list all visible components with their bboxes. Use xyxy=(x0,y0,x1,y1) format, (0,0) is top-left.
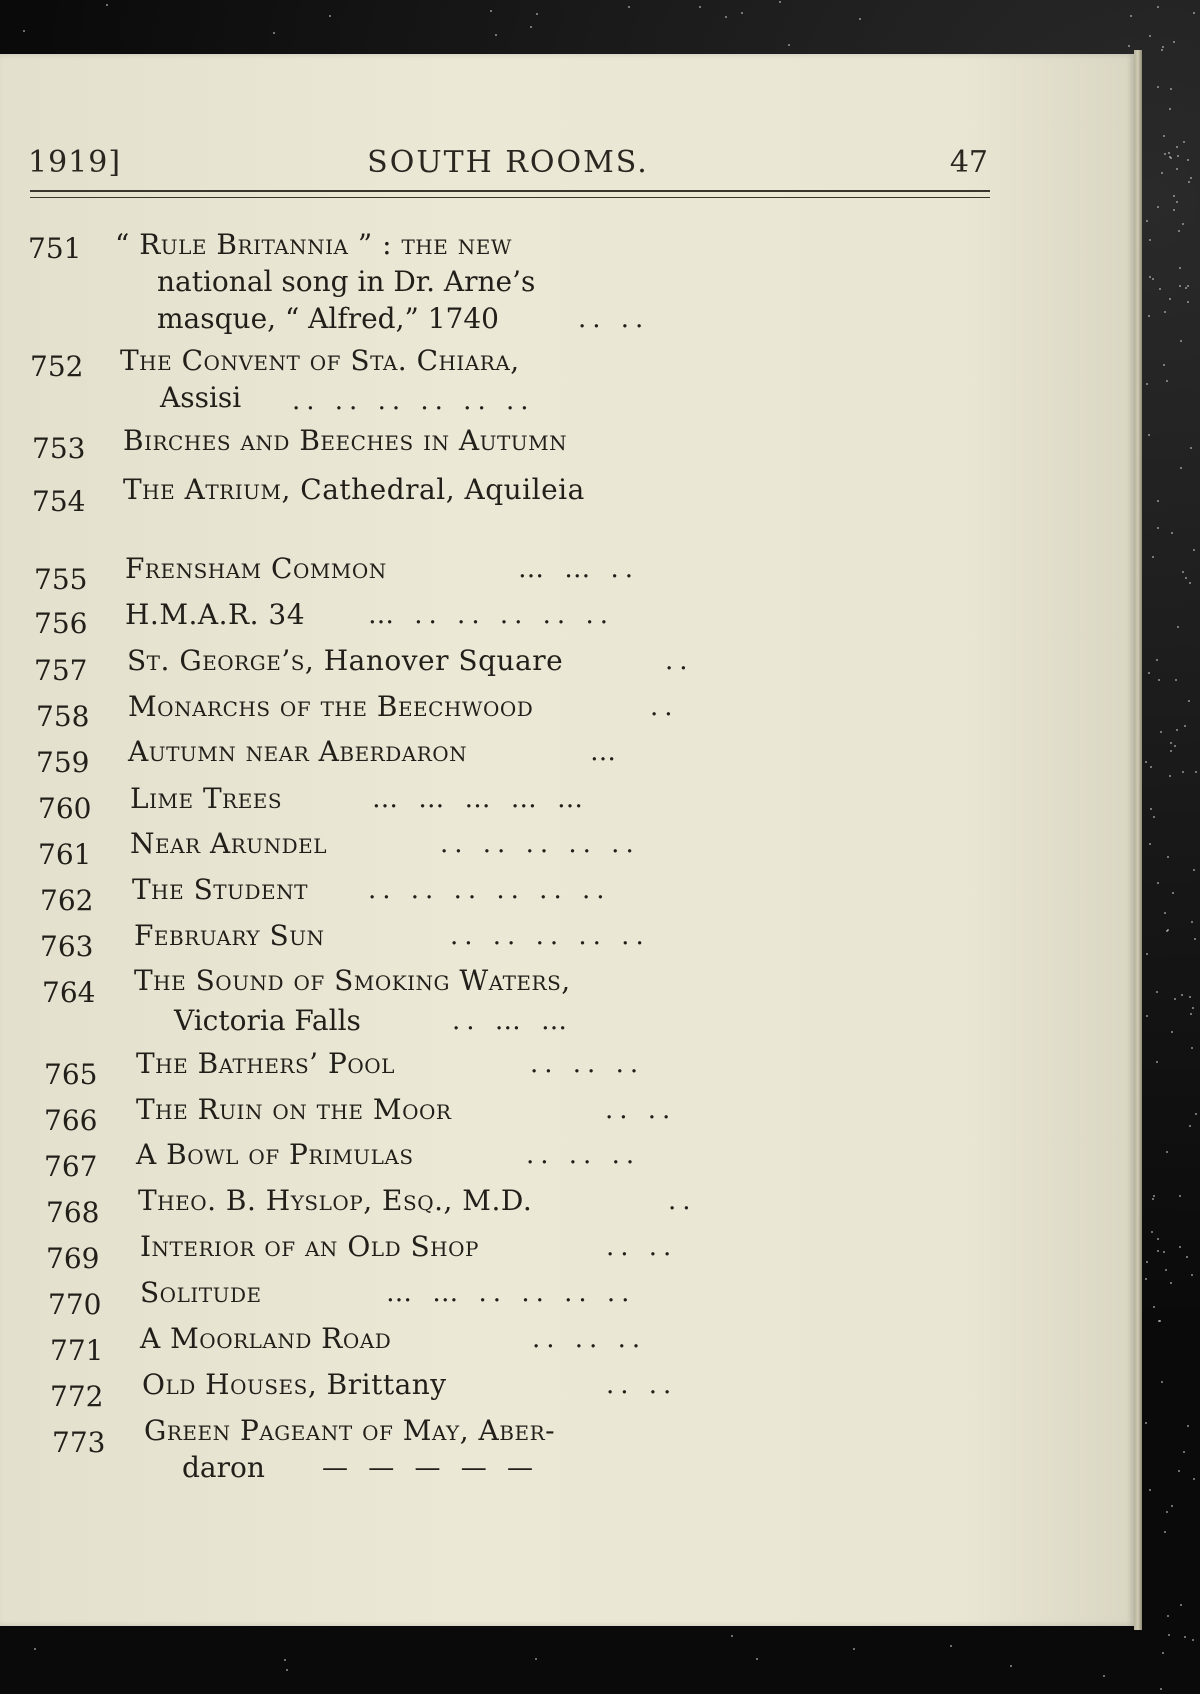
background-speck xyxy=(1173,195,1175,197)
entry-number: 767 xyxy=(44,1150,98,1183)
leader-dots: .. .. .. xyxy=(532,1324,647,1354)
background-speck xyxy=(1148,315,1150,317)
background-speck xyxy=(1157,527,1159,529)
entry-title-caps: The Atrium, xyxy=(123,473,291,506)
background-speck xyxy=(1170,88,1172,90)
background-speck xyxy=(1173,41,1175,43)
entry-number: 756 xyxy=(34,607,88,640)
background-speck xyxy=(1159,288,1161,290)
background-speck xyxy=(1169,298,1171,300)
background-speck xyxy=(1182,571,1184,573)
background-speck xyxy=(1168,152,1170,154)
background-speck xyxy=(1160,1688,1162,1690)
entry-number: 763 xyxy=(40,930,94,963)
background-speck xyxy=(1193,549,1195,551)
background-speck xyxy=(1178,230,1180,232)
background-speck xyxy=(1174,745,1176,747)
background-speck xyxy=(1184,725,1186,727)
background-speck xyxy=(1166,1511,1168,1513)
leader-dots: .. .. .. xyxy=(530,1049,645,1079)
background-speck xyxy=(1178,1470,1180,1472)
background-speck xyxy=(1146,1015,1148,1017)
entry-title: Near Arundel xyxy=(130,827,328,860)
background-speck xyxy=(1152,278,1154,280)
background-speck xyxy=(1162,46,1164,48)
background-speck xyxy=(1166,380,1168,382)
entry-title: Monarchs of the Beechwood xyxy=(128,690,534,723)
background-speck xyxy=(1167,1615,1169,1617)
leader-dots: .. .. .. .. .. .. xyxy=(292,386,535,416)
background-speck xyxy=(1151,1231,1153,1233)
background-speck xyxy=(1157,1250,1159,1252)
leader-dots: .. .. xyxy=(578,304,650,334)
background-speck xyxy=(1157,882,1159,884)
entry-number: 773 xyxy=(52,1426,106,1459)
background-speck xyxy=(1163,135,1165,137)
background-speck xyxy=(1156,1061,1158,1063)
background-speck xyxy=(1157,86,1159,88)
entry-title-caps: St. George’s, xyxy=(127,644,315,677)
background-speck xyxy=(1184,1636,1186,1638)
entry-title: Birches and Beeches in Autumn xyxy=(123,424,568,457)
leader-dots: .. … … xyxy=(452,1006,574,1036)
background-speck xyxy=(1176,729,1178,731)
entry-number: 770 xyxy=(48,1288,102,1321)
entry-title xyxy=(127,640,563,682)
entry-number: 772 xyxy=(50,1380,104,1413)
background-speck xyxy=(284,1659,286,1661)
background-speck xyxy=(1191,1047,1193,1049)
background-speck xyxy=(1180,467,1182,469)
background-speck xyxy=(535,1658,537,1660)
background-speck xyxy=(1148,434,1150,436)
leader-dots: .. .. xyxy=(606,1232,678,1262)
background-speck xyxy=(1169,775,1171,777)
background-speck xyxy=(1182,223,1184,225)
leader-dots: .. .. xyxy=(606,1370,678,1400)
entry-number: 766 xyxy=(44,1104,98,1137)
background-speck xyxy=(1176,168,1178,170)
background-speck xyxy=(1190,1013,1192,1015)
background-speck xyxy=(1170,750,1172,752)
background-speck xyxy=(756,1658,758,1660)
background-speck xyxy=(1169,156,1171,158)
background-speck xyxy=(1182,771,1184,773)
background-speck xyxy=(1170,1282,1172,1284)
background-speck xyxy=(1157,500,1159,502)
entry-title: Autumn near Aberdaron xyxy=(128,735,468,768)
background-speck xyxy=(1185,577,1187,579)
entry-title: Lime Trees xyxy=(130,782,283,815)
entry-number: 757 xyxy=(34,654,88,687)
entry-title: The Ruin on the Moor xyxy=(136,1093,452,1126)
leader-dots: .. .. .. .. .. xyxy=(440,829,640,859)
entry-title-continued: daron xyxy=(182,1451,265,1484)
background-speck xyxy=(1165,1269,1167,1271)
background-speck xyxy=(1187,285,1189,287)
leader-dots: … xyxy=(590,737,622,767)
background-speck xyxy=(1173,209,1175,211)
background-speck xyxy=(1181,994,1183,996)
background-speck xyxy=(1189,582,1191,584)
background-speck xyxy=(1156,991,1158,993)
entry-title: “ Rule Britannia ” : the new xyxy=(115,228,512,261)
background-speck xyxy=(1153,1306,1155,1308)
background-speck xyxy=(1164,1531,1166,1533)
background-speck xyxy=(1103,1675,1105,1677)
entry-title xyxy=(138,1180,532,1222)
background-speck xyxy=(1168,1634,1170,1636)
background-speck xyxy=(1179,285,1181,287)
entry-number: 753 xyxy=(32,432,86,465)
background-speck xyxy=(1152,1198,1154,1200)
entry-number: 755 xyxy=(34,563,88,596)
background-speck xyxy=(1157,1238,1159,1240)
background-speck xyxy=(1192,1639,1194,1641)
entry-number: 759 xyxy=(36,746,90,779)
background-speck xyxy=(1153,816,1155,818)
entry-number: 761 xyxy=(38,838,92,871)
entry-number: 762 xyxy=(40,884,94,917)
background-speck xyxy=(1160,731,1162,733)
leader-dots: .. .. .. xyxy=(526,1140,641,1170)
header-title: SOUTH ROOMS. xyxy=(367,145,649,180)
entry-number: 760 xyxy=(38,792,92,825)
entry-title-plain: M.D. xyxy=(452,1184,533,1217)
background-speck xyxy=(1149,239,1151,241)
background-speck xyxy=(1193,12,1195,14)
background-speck xyxy=(1167,929,1169,931)
background-speck xyxy=(1158,1320,1160,1322)
background-speck xyxy=(1183,1451,1185,1453)
background-speck xyxy=(1164,153,1166,155)
entry-title xyxy=(142,1364,447,1406)
background-speck xyxy=(1187,159,1189,161)
entry-title-plain: Hanover Square xyxy=(314,644,564,677)
entry-number: 768 xyxy=(46,1196,100,1229)
background-speck xyxy=(1194,938,1196,940)
background-speck xyxy=(1148,672,1150,674)
entry-title: The Convent of Sta. Chiara, xyxy=(120,344,520,377)
background-speck xyxy=(1187,1425,1189,1427)
background-speck xyxy=(1176,201,1178,203)
leader-dots: … … … … … xyxy=(372,784,590,814)
background-speck xyxy=(1175,679,1177,681)
background-speck xyxy=(950,1645,952,1647)
entry-title: The Bathers’ Pool xyxy=(136,1047,395,1080)
background-speck xyxy=(1163,1251,1165,1253)
background-speck xyxy=(1179,1246,1181,1248)
background-speck xyxy=(1169,108,1171,110)
entry-title: H.M.A.R. 34 xyxy=(125,598,306,631)
background-speck xyxy=(1189,996,1191,998)
background-speck xyxy=(1149,843,1151,845)
entry-title-continued: Assisi xyxy=(160,381,242,414)
entry-number: 769 xyxy=(46,1242,100,1275)
background-speck xyxy=(34,1648,36,1650)
background-speck xyxy=(1164,912,1166,914)
background-speck xyxy=(1153,1195,1155,1197)
page-edge xyxy=(1134,50,1142,1630)
background-speck xyxy=(1167,856,1169,858)
background-speck xyxy=(286,1669,288,1671)
entry-number: 765 xyxy=(44,1058,98,1091)
background-speck xyxy=(1187,301,1189,303)
entry-title-continued: Victoria Falls xyxy=(174,1004,361,1037)
entry-title: Green Pageant of May, Aber- xyxy=(144,1414,556,1447)
background-speck xyxy=(1146,1261,1148,1263)
leader-dots: … … .. .. .. .. xyxy=(386,1278,636,1308)
entry-title: The Sound of Smoking Waters, xyxy=(134,964,571,997)
background-speck xyxy=(1161,172,1163,174)
entry-title-plain: Brittany xyxy=(317,1368,447,1401)
background-speck xyxy=(1146,220,1148,222)
background-speck xyxy=(1179,1195,1181,1197)
entry-title: Interior of an Old Shop xyxy=(140,1230,479,1263)
background-speck xyxy=(1164,311,1166,313)
background-speck xyxy=(1010,1665,1012,1667)
background-speck xyxy=(1171,1031,1173,1033)
background-speck xyxy=(1177,155,1179,157)
leader-dots: … … .. xyxy=(518,554,640,584)
background-speck xyxy=(1146,953,1148,955)
background-speck xyxy=(853,1648,855,1650)
background-speck xyxy=(1149,276,1151,278)
background-speck xyxy=(1193,869,1195,871)
background-speck xyxy=(1157,6,1159,8)
background-speck xyxy=(1157,206,1159,208)
background-speck xyxy=(1163,364,1165,366)
background-speck xyxy=(1188,181,1190,183)
background-speck xyxy=(1192,1007,1194,1009)
background-speck xyxy=(1191,1274,1193,1276)
background-speck xyxy=(1156,659,1158,661)
background-speck xyxy=(1172,892,1174,894)
background-speck xyxy=(1150,808,1152,810)
background-speck xyxy=(1174,998,1176,1000)
page-number: 47 xyxy=(949,145,988,180)
entry-number: 754 xyxy=(32,485,86,518)
background-speck xyxy=(1145,761,1147,763)
entry-title: The Student xyxy=(132,873,308,906)
background-speck xyxy=(1193,1478,1195,1480)
background-speck xyxy=(1190,447,1192,449)
background-speck xyxy=(1180,1604,1182,1606)
background-speck xyxy=(1190,177,1192,179)
entry-title: A Bowl of Primulas xyxy=(136,1138,414,1171)
background-speck xyxy=(1145,1278,1147,1280)
background-speck xyxy=(1176,146,1178,148)
entry-title-caps: Theo. B. Hyslop, Esq., xyxy=(138,1184,453,1217)
leader-dots: .. xyxy=(665,646,694,676)
entry-number: 752 xyxy=(30,350,84,383)
background-speck xyxy=(1161,49,1163,51)
background-speck xyxy=(1188,700,1190,702)
background-speck xyxy=(1170,742,1172,744)
leader-dots: .. .. xyxy=(605,1095,677,1125)
entry-title: Solitude xyxy=(140,1276,262,1309)
background-speck xyxy=(1189,1125,1191,1127)
entry-title: Frensham Common xyxy=(125,552,387,585)
background-speck xyxy=(1149,1489,1151,1491)
entry-title: February Sun xyxy=(134,919,325,952)
background-speck xyxy=(1150,766,1152,768)
background-speck xyxy=(1146,383,1148,385)
background-speck xyxy=(1180,340,1182,342)
background-speck xyxy=(1152,556,1154,558)
leader-dots: .. xyxy=(668,1186,697,1216)
entry-number: 771 xyxy=(50,1334,104,1367)
background-speck xyxy=(1162,1652,1164,1654)
background-speck xyxy=(1171,1505,1173,1507)
leader-dots: .. .. .. .. .. xyxy=(450,921,650,951)
entry-title-continued: masque, “ Alfred,” 1740 xyxy=(157,302,499,335)
background-speck xyxy=(731,1635,733,1637)
background-speck xyxy=(1195,1113,1197,1115)
background-speck xyxy=(1185,287,1187,289)
background-speck xyxy=(1186,1256,1188,1258)
background-speck xyxy=(1149,35,1151,37)
entry-title-plain: Cathedral, Aquileia xyxy=(290,473,585,506)
leader-dots: .. .. .. .. .. .. xyxy=(368,875,611,905)
background-speck xyxy=(1191,921,1193,923)
entry-title: A Moorland Road xyxy=(140,1322,392,1355)
background-speck xyxy=(1158,679,1160,681)
background-speck xyxy=(1195,771,1197,773)
entry-title-continued: national song in Dr. Arne’s xyxy=(157,265,536,298)
entry-title-caps: Old Houses, xyxy=(142,1368,318,1401)
background-speck xyxy=(1171,532,1173,534)
leader-dots: .. xyxy=(650,692,679,722)
header-year: 1919] xyxy=(28,145,122,180)
background-speck xyxy=(1183,141,1185,143)
entry-number: 764 xyxy=(42,976,96,1009)
background-speck xyxy=(1177,626,1179,628)
background-speck xyxy=(1161,1381,1163,1383)
background-speck xyxy=(1145,1422,1147,1424)
background-speck xyxy=(1166,1151,1168,1153)
leader-dots: — — — — — xyxy=(322,1453,540,1483)
background-speck xyxy=(1179,267,1181,269)
entry-number: 758 xyxy=(36,700,90,733)
leader-dots: … .. .. .. .. .. xyxy=(368,600,614,630)
entry-title xyxy=(123,469,585,511)
entry-number: 751 xyxy=(28,232,82,265)
